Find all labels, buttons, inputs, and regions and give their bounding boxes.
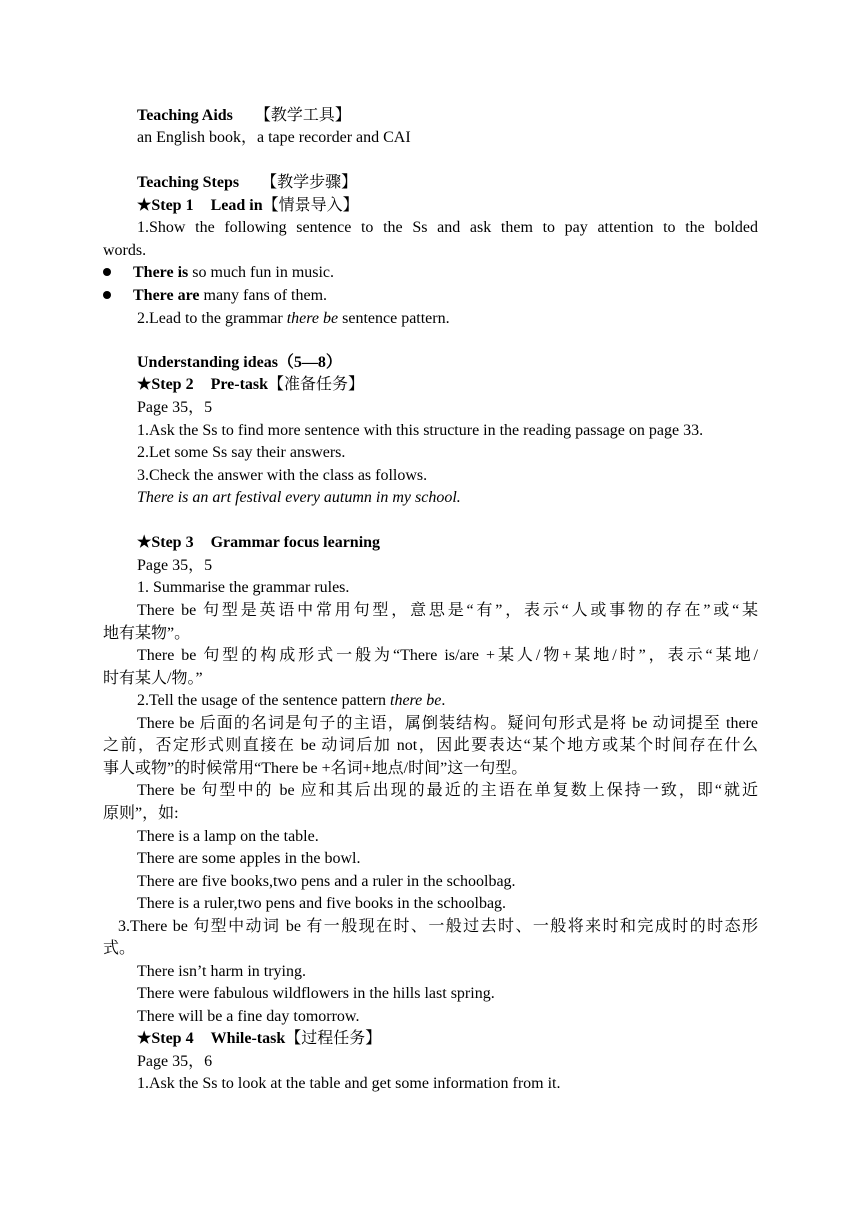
- step-label: Step 4: [151, 1030, 194, 1047]
- step3-example: There will be a fine day tomorrow.: [137, 1008, 360, 1025]
- step-label: Step 1: [151, 197, 194, 214]
- step3-p2-line2: 时有某人/物。”: [103, 670, 203, 687]
- step4-heading: [137, 1028, 381, 1050]
- step2-heading: [137, 374, 364, 396]
- step2-example: There is an art festival every autumn in my school.: [137, 489, 461, 506]
- step3-example: There isn’t harm in trying.: [137, 963, 306, 980]
- step-label: Step 3: [151, 534, 194, 551]
- step-name-cn: 【过程任务】: [285, 1030, 382, 1047]
- step-label: Step 2: [151, 376, 194, 393]
- step3-p3-line1: There be 后面的名词是句子的主语，属倒装结构。疑问句形式是将 be 动词提至 there: [137, 715, 758, 732]
- step2-item2: 2.Let some Ss say their answers.: [137, 444, 346, 461]
- step3-item2: [137, 690, 445, 712]
- step-name-cn: 【情景导入】: [262, 197, 359, 214]
- heading-cn: 【教学步骤】: [261, 174, 358, 191]
- bullet-icon: [103, 291, 111, 299]
- heading-cn: 【教学工具】: [254, 107, 351, 124]
- text: .: [441, 692, 446, 709]
- bullet-item: [133, 285, 327, 307]
- bullet-rest: many fans of them.: [199, 287, 328, 304]
- step-name: Pre-task: [210, 376, 269, 393]
- bullet-rest: so much fun in music.: [188, 264, 335, 281]
- step-name: While-task: [210, 1030, 286, 1047]
- step3-p4-line2: 原则”，如:: [103, 805, 179, 822]
- star-icon: ★: [137, 534, 152, 551]
- bullet-icon: [103, 268, 111, 276]
- step3-page: Page 35，5: [137, 557, 213, 574]
- step-name: Lead in: [210, 197, 263, 214]
- bullet-bold: There is: [133, 264, 189, 281]
- step-name: Grammar focus learning: [210, 534, 381, 551]
- text: 2.Lead to the grammar: [137, 310, 287, 327]
- heading-text: Teaching Steps: [137, 174, 240, 191]
- step-name-cn: 【准备任务】: [268, 376, 365, 393]
- step1-item1-line2: words.: [103, 242, 147, 259]
- step1-item2: [137, 308, 450, 330]
- step3-p3-line3: 事人或物”的时候常用“There be +名词+地点/时间”这一句型。: [103, 760, 528, 777]
- star-icon: ★: [137, 376, 152, 393]
- star-icon: ★: [137, 197, 152, 214]
- step3-p3-line2: 之前，否定形式则直接在 be 动词后加 not，因此要表达“某个地方或某个时间存在什么: [103, 737, 758, 754]
- step2-item3: 3.Check the answer with the class as follows.: [137, 467, 428, 484]
- teaching-aids-heading: [137, 105, 351, 127]
- step3-example: There were fabulous wildflowers in the hills last spring.: [137, 985, 495, 1002]
- heading-text: Teaching Aids: [137, 107, 233, 124]
- step3-example: There are some apples in the bowl.: [137, 850, 361, 867]
- step3-p1-line1: There be 句型是英语中常用句型，意思是“有”，表示“人或事物的存在”或“某: [137, 602, 758, 619]
- step2-item1: 1.Ask the Ss to find more sentence with this structure in the reading passage on page 33.: [137, 422, 704, 439]
- step3-example: There is a lamp on the table.: [137, 828, 319, 845]
- text: sentence pattern.: [338, 310, 450, 327]
- step4-item1: 1.Ask the Ss to look at the table and get some information from it.: [137, 1075, 561, 1092]
- step3-item3-line2: 式。: [103, 940, 136, 957]
- step1-heading: [137, 195, 359, 217]
- understanding-ideas-heading: Understanding ideas（5—8）: [137, 354, 342, 371]
- step3-p1-line2: 地有某物”。: [103, 625, 191, 642]
- teaching-steps-heading: [137, 172, 357, 194]
- step3-p4-line1: There be 句型中的 be 应和其后出现的最近的主语在单复数上保持一致，即“就近: [137, 782, 758, 799]
- star-icon: ★: [137, 1030, 152, 1047]
- step3-heading: [137, 532, 380, 554]
- teaching-aids-content: an English book，a tape recorder and CAI: [137, 129, 411, 146]
- step3-example: There are five books,two pens and a ruler in the schoolbag.: [137, 873, 516, 890]
- step3-p2-line1: There be 句型的构成形式一般为“There is/are +某人/物+某地/时”，表示“某地/: [137, 647, 758, 664]
- step3-example: There is a ruler,two pens and five books in the schoolbag.: [137, 895, 507, 912]
- italic-term: there be: [390, 692, 442, 709]
- step1-item1-line1: 1.Show the following sentence to the Ss and ask them to pay attention to the bolded: [137, 219, 758, 236]
- bullet-bold: There are: [133, 287, 200, 304]
- step2-page: Page 35，5: [137, 399, 213, 416]
- italic-term: there be: [286, 310, 339, 327]
- bullet-item: [133, 262, 334, 284]
- step3-item1: 1. Summarise the grammar rules.: [137, 579, 350, 596]
- step4-page: Page 35，6: [137, 1053, 213, 1070]
- text: 2.Tell the usage of the sentence pattern: [137, 692, 390, 709]
- step3-item3-line1: 3.There be 句型中动词 be 有一般现在时、一般过去时、一般将来时和完成时的时态形: [118, 918, 758, 935]
